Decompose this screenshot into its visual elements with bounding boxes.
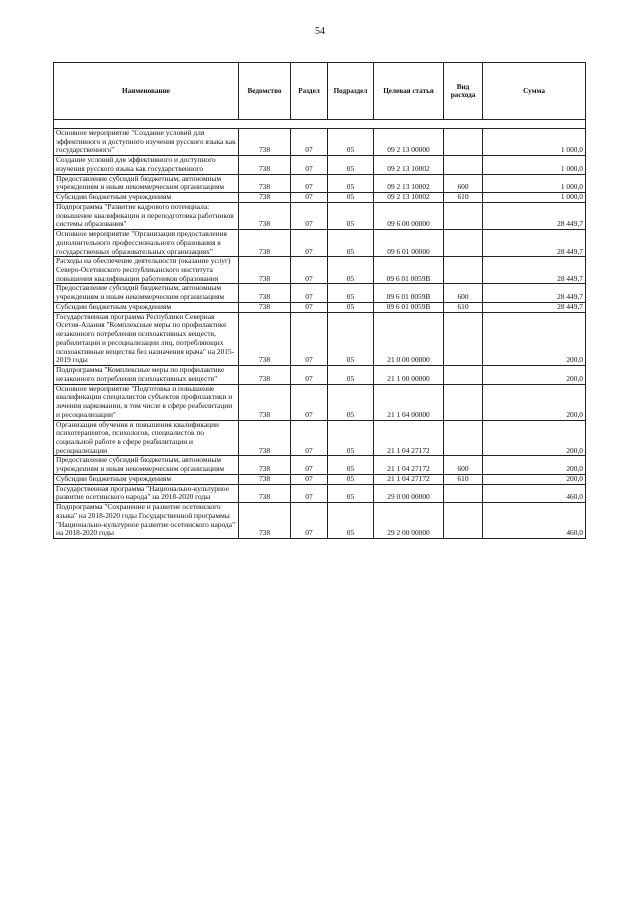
header-dept: Ведомство xyxy=(239,63,291,120)
cell-name: Подпрограмма "Комплексные меры по профилактике незаконного потребления психоактивных веществ" xyxy=(54,366,239,384)
cell-dept: 738 xyxy=(239,456,291,474)
cell-exp-type xyxy=(444,384,483,420)
cell-amount: 1 000,0 xyxy=(483,193,586,203)
cell-name: Государственная программа Республики Северная Осетия-Алания "Комплексные меры по профилактике незаконного потребления психоактивных веществ, реабилитации и ресоциализации лиц, потребляющих психоактивные вещества без назначения врача" на 2015-2019 годы xyxy=(54,312,239,365)
cell-exp-type xyxy=(444,420,483,456)
cell-target: 09 6 01 0059В xyxy=(374,257,444,284)
cell-section: 07 xyxy=(291,302,328,312)
cell-subsection: 05 xyxy=(328,302,374,312)
cell-exp-type xyxy=(444,503,483,539)
table-row xyxy=(54,503,586,539)
cell-amount: 200,0 xyxy=(483,366,586,384)
cell-exp-type xyxy=(444,202,483,229)
cell-amount: 1 000,0 xyxy=(483,129,586,156)
cell-section: 07 xyxy=(291,156,328,174)
table-row xyxy=(54,174,586,192)
table-row xyxy=(54,474,586,484)
cell-name: Основное мероприятие "Подготовка и повышение квалификации специалистов субъектов профилактики и лечения наркомании, в том числе в сфере реабилитации и ресоциализации" xyxy=(54,384,239,420)
cell-target: 09 2 13 10002 xyxy=(374,156,444,174)
cell-subsection: 05 xyxy=(328,193,374,203)
cell-target: 21 1 04 27172 xyxy=(374,474,444,484)
cell-dept: 738 xyxy=(239,474,291,484)
cell-section: 07 xyxy=(291,174,328,192)
cell-amount: 28 449,7 xyxy=(483,302,586,312)
cell-exp-type xyxy=(444,156,483,174)
cell-amount: 28 449,7 xyxy=(483,230,586,257)
cell-name: Расходы на обеспечение деятельности (оказание услуг) Северо-Осетинского республиканского института повышения квалификации работников образования xyxy=(54,257,239,284)
header-subsection: Подраздел xyxy=(328,63,374,120)
cell-section: 07 xyxy=(291,129,328,156)
cell-target: 21 1 04 27172 xyxy=(374,456,444,474)
cell-target: 09 6 01 0059В xyxy=(374,284,444,302)
cell-name: Субсидии бюджетным учреждениям xyxy=(54,474,239,484)
cell-section: 07 xyxy=(291,456,328,474)
header-amount: Сумма xyxy=(483,63,586,120)
table-row xyxy=(54,312,586,365)
cell-dept: 738 xyxy=(239,174,291,192)
table-row xyxy=(54,384,586,420)
cell-subsection: 05 xyxy=(328,174,374,192)
cell-name: Подпрограмма "Развитие кадрового потенциала: повышение квалификации и переподготовка работников системы образования" xyxy=(54,202,239,229)
cell-target: 21 1 04 27172 xyxy=(374,420,444,456)
table-row xyxy=(54,366,586,384)
cell-amount: 200,0 xyxy=(483,474,586,484)
cell-subsection: 05 xyxy=(328,420,374,456)
header-exp-type: Вид расхода xyxy=(444,63,483,120)
cell-name: Субсидии бюджетным учреждениям xyxy=(54,193,239,203)
cell-amount: 460,0 xyxy=(483,503,586,539)
cell-amount: 28 449,7 xyxy=(483,202,586,229)
table-row xyxy=(54,230,586,257)
cell-subsection: 05 xyxy=(328,474,374,484)
cell-amount: 1 000,0 xyxy=(483,174,586,192)
cell-exp-type xyxy=(444,366,483,384)
cell-exp-type: 600 xyxy=(444,284,483,302)
cell-exp-type xyxy=(444,230,483,257)
cell-dept: 738 xyxy=(239,156,291,174)
cell-target: 09 6 01 00000 xyxy=(374,230,444,257)
cell-name: Организация обучения и повышения квалификации психотерапевтов, психологов, специалистов по социальной работе в сфере реабилитации и ресоциализации xyxy=(54,420,239,456)
cell-section: 07 xyxy=(291,366,328,384)
cell-section: 07 xyxy=(291,474,328,484)
cell-name: Предоставление субсидий бюджетным, автономным учреждениям и иным некоммерческим организациям xyxy=(54,174,239,192)
table-row xyxy=(54,202,586,229)
cell-subsection: 05 xyxy=(328,284,374,302)
cell-subsection: 05 xyxy=(328,503,374,539)
cell-dept: 738 xyxy=(239,366,291,384)
cell-section: 07 xyxy=(291,484,328,502)
cell-dept: 738 xyxy=(239,312,291,365)
cell-exp-type: 600 xyxy=(444,174,483,192)
table-row xyxy=(54,257,586,284)
cell-exp-type xyxy=(444,257,483,284)
cell-name: Основное мероприятие "Организация предоставления дополнительного профессионального образования в государственных образовательных организациях" xyxy=(54,230,239,257)
cell-subsection: 05 xyxy=(328,384,374,420)
cell-name: Субсидии бюджетным учреждениям xyxy=(54,302,239,312)
cell-dept: 738 xyxy=(239,129,291,156)
page-number: 54 xyxy=(315,26,325,37)
cell-section: 07 xyxy=(291,503,328,539)
cell-exp-type xyxy=(444,129,483,156)
cell-target: 21 0 00 00000 xyxy=(374,312,444,365)
cell-name: Создание условий для эффективного и доступного изучения русского языка как государственного xyxy=(54,156,239,174)
budget-table xyxy=(53,62,586,539)
cell-exp-type: 610 xyxy=(444,474,483,484)
header-target: Целевая статья xyxy=(374,63,444,120)
cell-subsection: 05 xyxy=(328,156,374,174)
cell-dept: 738 xyxy=(239,503,291,539)
cell-exp-type: 600 xyxy=(444,456,483,474)
table-row xyxy=(54,193,586,203)
cell-name: Подпрограмма "Сохранение и развитие осетинского языка" на 2018-2020 годы Государственной программы "Национально-культурное развитие осетинского народа" на 2018-2020 годы xyxy=(54,503,239,539)
cell-name: Предоставление субсидий бюджетным, автономным учреждениям и иным некоммерческим организациям xyxy=(54,284,239,302)
cell-amount: 200,0 xyxy=(483,456,586,474)
cell-dept: 738 xyxy=(239,257,291,284)
cell-section: 07 xyxy=(291,230,328,257)
cell-target: 29 0 00 00000 xyxy=(374,484,444,502)
cell-dept: 738 xyxy=(239,284,291,302)
cell-section: 07 xyxy=(291,202,328,229)
cell-subsection: 05 xyxy=(328,456,374,474)
header-section: Раздел xyxy=(291,63,328,120)
cell-section: 07 xyxy=(291,384,328,420)
cell-exp-type: 610 xyxy=(444,302,483,312)
cell-target: 09 2 13 10002 xyxy=(374,174,444,192)
cell-dept: 738 xyxy=(239,302,291,312)
cell-dept: 738 xyxy=(239,484,291,502)
cell-dept: 738 xyxy=(239,230,291,257)
cell-target: 21 1 04 00000 xyxy=(374,384,444,420)
cell-exp-type xyxy=(444,312,483,365)
cell-target: 21 1 00 00000 xyxy=(374,366,444,384)
cell-dept: 738 xyxy=(239,202,291,229)
header-name: Наименование xyxy=(54,63,239,120)
cell-subsection: 05 xyxy=(328,129,374,156)
table-header-row xyxy=(54,63,586,120)
cell-exp-type: 610 xyxy=(444,193,483,203)
table-body xyxy=(54,120,586,539)
cell-target: 09 2 13 00000 xyxy=(374,129,444,156)
cell-subsection: 05 xyxy=(328,257,374,284)
cell-dept: 738 xyxy=(239,193,291,203)
cell-subsection: 05 xyxy=(328,366,374,384)
cell-subsection: 05 xyxy=(328,312,374,365)
cell-section: 07 xyxy=(291,257,328,284)
cell-target: 09 6 00 00000 xyxy=(374,202,444,229)
cell-exp-type xyxy=(444,484,483,502)
cell-target: 29 2 00 00000 xyxy=(374,503,444,539)
cell-section: 07 xyxy=(291,420,328,456)
cell-amount: 28 449,7 xyxy=(483,284,586,302)
cell-amount: 200,0 xyxy=(483,384,586,420)
table-row xyxy=(54,456,586,474)
cell-dept: 738 xyxy=(239,384,291,420)
cell-name: Предоставление субсидий бюджетным, автономным учреждениям и иным некоммерческим организациям xyxy=(54,456,239,474)
table-row xyxy=(54,420,586,456)
cell-amount: 28 449,7 xyxy=(483,257,586,284)
cell-subsection: 05 xyxy=(328,484,374,502)
cell-name: Основное мероприятие "Создание условий для эффективного и доступного изучения русского языка как государственного" xyxy=(54,129,239,156)
table-row xyxy=(54,484,586,502)
cell-target: 09 2 13 10002 xyxy=(374,193,444,203)
cell-amount: 460,0 xyxy=(483,484,586,502)
cell-target: 09 6 01 0059В xyxy=(374,302,444,312)
cell-subsection: 05 xyxy=(328,202,374,229)
table-row xyxy=(54,129,586,156)
cell-subsection: 05 xyxy=(328,230,374,257)
cell-dept: 738 xyxy=(239,420,291,456)
cell-section: 07 xyxy=(291,312,328,365)
table-row xyxy=(54,302,586,312)
cell-section: 07 xyxy=(291,284,328,302)
cell-name: Государственная программа "Национально-культурное развитие осетинского народа" на 2018-2020 годы xyxy=(54,484,239,502)
table-row xyxy=(54,284,586,302)
cell-section: 07 xyxy=(291,193,328,203)
cell-amount: 1 000,0 xyxy=(483,156,586,174)
cell-amount: 200,0 xyxy=(483,312,586,365)
table-row xyxy=(54,156,586,174)
cell-amount: 200,0 xyxy=(483,420,586,456)
